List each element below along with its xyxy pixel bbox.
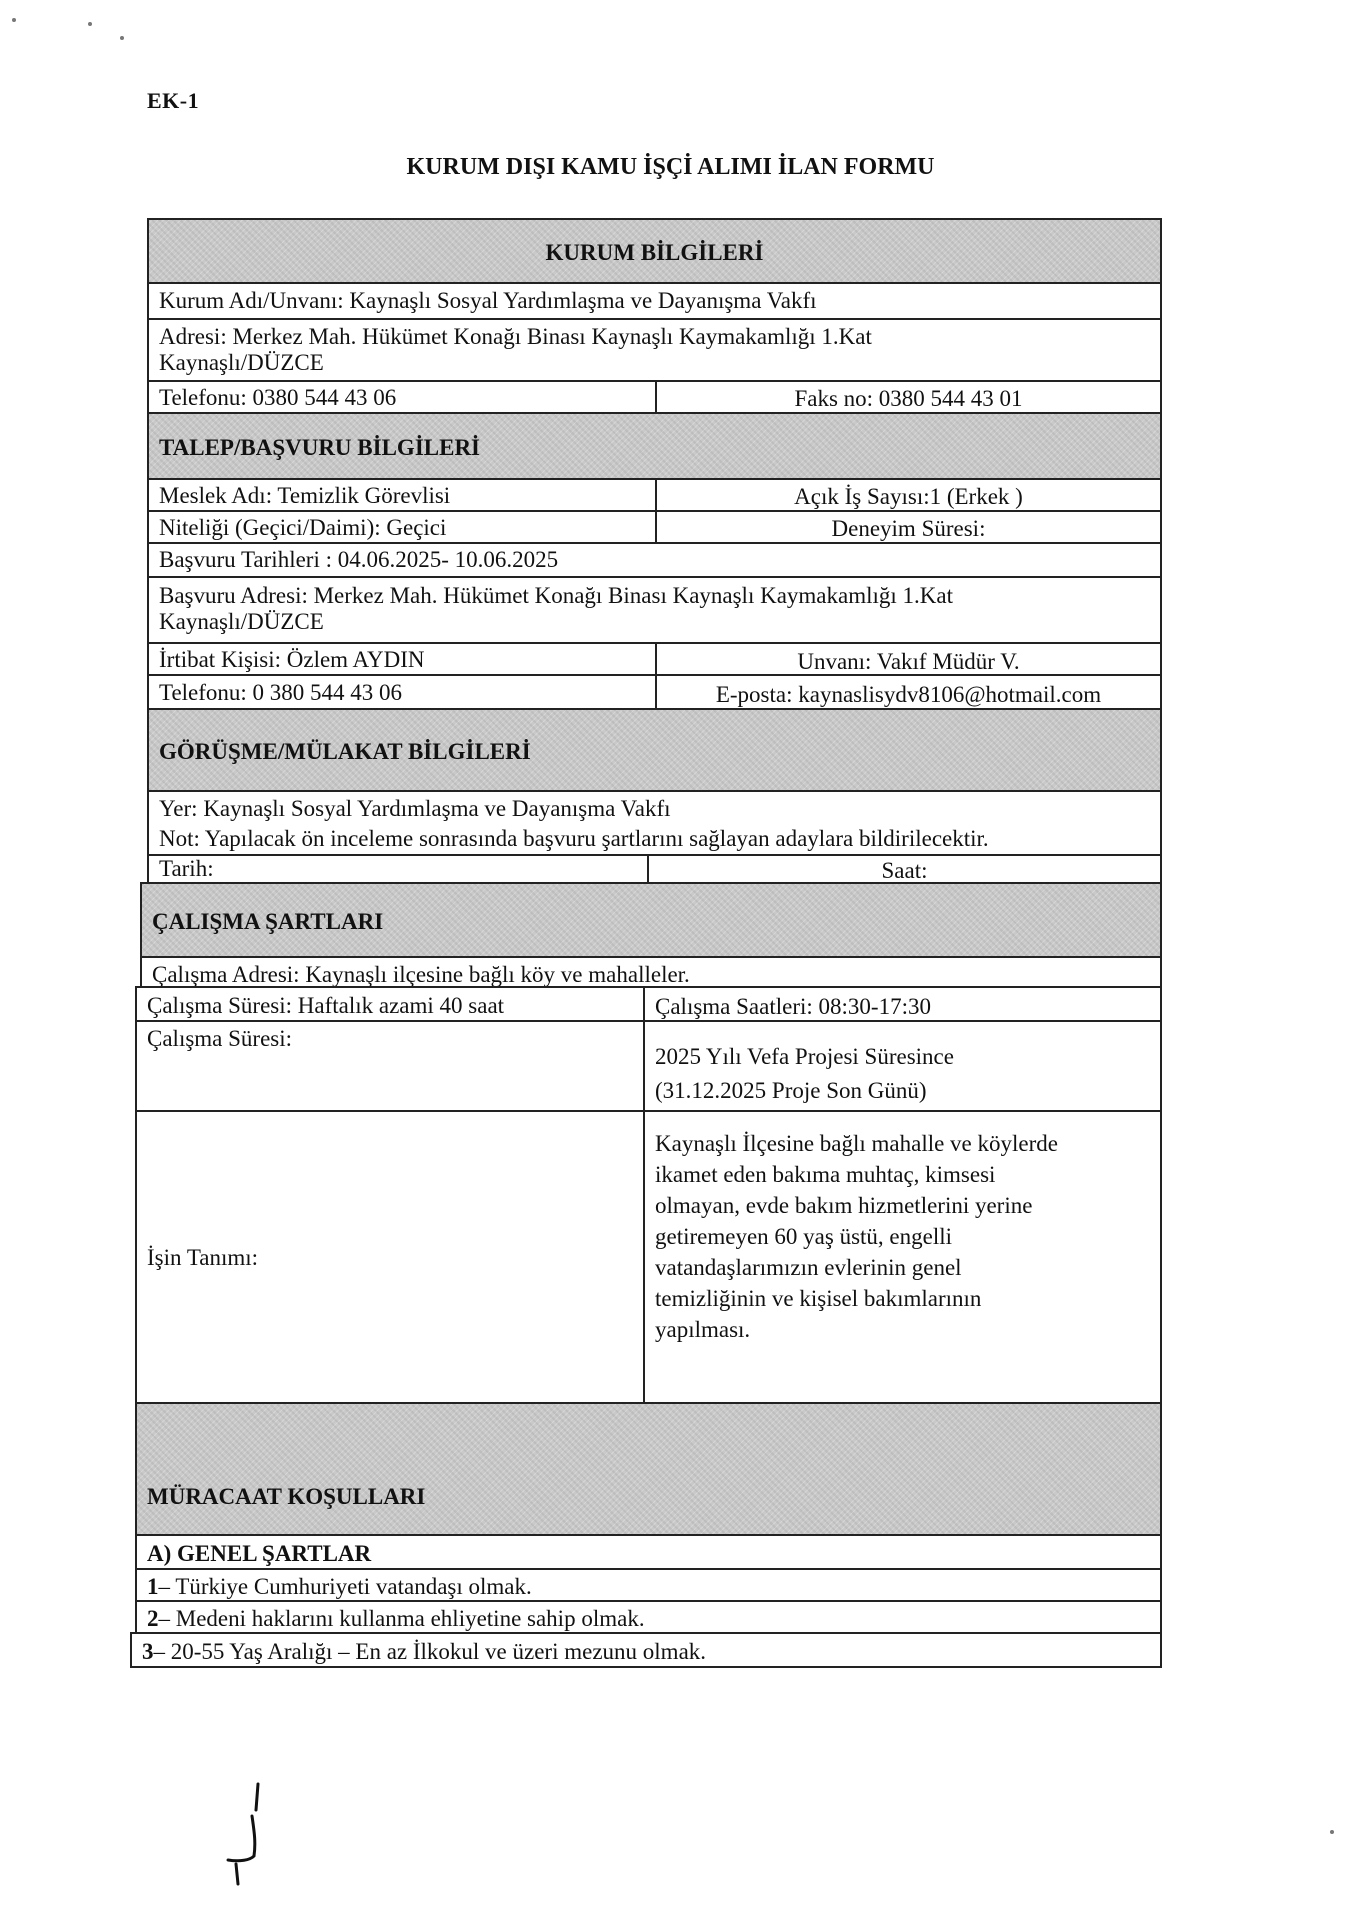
talep-irtibat: İrtibat Kişisi: Özlem AYDIN — [147, 642, 657, 676]
gorusme-bilgi — [147, 790, 1162, 856]
talep-acik-is: Açık İş Sayısı:1 (Erkek ) — [655, 478, 1162, 512]
genel-sartlar: A) GENEL ŞARTLAR — [135, 1534, 1162, 1570]
sart-number: 3 — [142, 1639, 154, 1664]
isin-tanimi-value — [643, 1110, 1162, 1404]
sart-number: 2 — [147, 1606, 159, 1631]
kurum-faks: Faks no: 0380 544 43 01 — [655, 380, 1162, 414]
tanim-line: vatandaşlarımızın evlerinin genel — [655, 1255, 962, 1280]
sart-item — [135, 1568, 1162, 1602]
talep-adres-line1: Başvuru Adresi: Merkez Mah. Hükümet Konağı Binası Kaynaşlı Kaymakamlığı 1.Kat — [159, 583, 953, 608]
talep-telefon: Telefonu: 0 380 544 43 06 — [147, 674, 657, 710]
calisma-sure-haftalik: Çalışma Süresi: Haftalık azami 40 saat — [135, 986, 645, 1022]
kurum-telefon: Telefonu: 0380 544 43 06 — [147, 380, 657, 414]
talep-niteligi: Niteliği (Geçici/Daimi): Geçici — [147, 510, 657, 544]
gorusme-saat: Saat: — [647, 854, 1162, 884]
calisma-suresi-line1: 2025 Yılı Vefa Projesi Süresince — [655, 1044, 954, 1069]
kurum-adres-line1: Adresi: Merkez Mah. Hükümet Konağı Binası Kaynaşlı Kaymakamlığı 1.Kat — [159, 324, 872, 349]
calisma-suresi-line2: (31.12.2025 Proje Son Günü) — [655, 1078, 927, 1103]
sart-number: 1 — [147, 1574, 159, 1599]
scan-speck — [120, 36, 124, 40]
scan-speck — [12, 18, 16, 22]
gorusme-tarih: Tarih: — [147, 854, 649, 884]
gorusme-not: Not: Yapılacak ön inceleme sonrasında başvuru şartlarını sağlayan adaylara bildirilecektir. — [159, 826, 989, 851]
talep-deneyim: Deneyim Süresi: — [655, 510, 1162, 544]
sart-text: – 20-55 Yaş Aralığı – En az İlkokul ve üzeri mezunu olmak. — [153, 1639, 707, 1664]
tanim-line: ikamet eden bakıma muhtaç, kimsesi — [655, 1162, 996, 1187]
calisma-suresi-value — [643, 1020, 1162, 1112]
talep-unvan: Unvanı: Vakıf Müdür V. — [655, 642, 1162, 676]
scan-speck — [1330, 1830, 1334, 1834]
sart-item — [130, 1632, 1162, 1668]
talep-adres — [147, 576, 1162, 644]
talep-header: TALEP/BAŞVURU BİLGİLERİ — [147, 412, 1162, 480]
gorusme-header: GÖRÜŞME/MÜLAKAT BİLGİLERİ — [147, 708, 1162, 792]
sart-text: – Medeni haklarını kullanma ehliyetine sahip olmak. — [158, 1606, 645, 1631]
tanim-line: yapılması. — [655, 1317, 751, 1342]
isin-tanimi-label: İşin Tanımı: — [135, 1110, 645, 1404]
kurum-adi: Kurum Adı/Unvanı: Kaynaşlı Sosyal Yardımlaşma ve Dayanışma Vakfı — [147, 282, 1162, 320]
calisma-suresi-label: Çalışma Süresi: — [135, 1020, 645, 1112]
calisma-header: ÇALIŞMA ŞARTLARI — [140, 882, 1162, 958]
tanim-line: Kaynaşlı İlçesine bağlı mahalle ve köylerde — [655, 1131, 1058, 1156]
talep-meslek: Meslek Adı: Temizlik Görevlisi — [147, 478, 657, 512]
tanim-line: temizliğinin ve kişisel bakımlarının — [655, 1286, 982, 1311]
gorusme-yer: Yer: Kaynaşlı Sosyal Yardımlaşma ve Dayanışma Vakfı — [159, 796, 671, 821]
sart-item — [135, 1600, 1162, 1634]
kurum-header: KURUM BİLGİLERİ — [147, 218, 1162, 284]
calisma-adres: Çalışma Adresi: Kaynaşlı ilçesine bağlı köy ve mahalleler. — [140, 956, 1162, 988]
calisma-saatler: Çalışma Saatleri: 08:30-17:30 — [643, 986, 1162, 1022]
page-code: EK-1 — [147, 88, 200, 113]
tanim-line: olmayan, evde bakım hizmetlerini yerine — [655, 1193, 1033, 1218]
form-title — [0, 154, 1357, 181]
form-title-text: KURUM DIŞI KAMU İŞÇİ ALIMI İLAN FORMU — [406, 154, 935, 180]
tanim-line: getiremeyen 60 yaş üstü, engelli — [655, 1224, 953, 1249]
signature-mark — [210, 1780, 270, 1890]
sart-text: – Türkiye Cumhuriyeti vatandaşı olmak. — [158, 1574, 532, 1599]
talep-adres-line2: Kaynaşlı/DÜZCE — [159, 609, 324, 634]
talep-eposta: E-posta: kaynaslisydv8106@hotmail.com — [655, 674, 1162, 710]
talep-tarihler: Başvuru Tarihleri : 04.06.2025- 10.06.2025 — [147, 542, 1162, 578]
kurum-adres-line2: Kaynaşlı/DÜZCE — [159, 350, 324, 375]
muracaat-header: MÜRACAAT KOŞULLARI — [135, 1402, 1162, 1536]
scan-speck — [88, 22, 92, 26]
kurum-adres — [147, 318, 1162, 382]
